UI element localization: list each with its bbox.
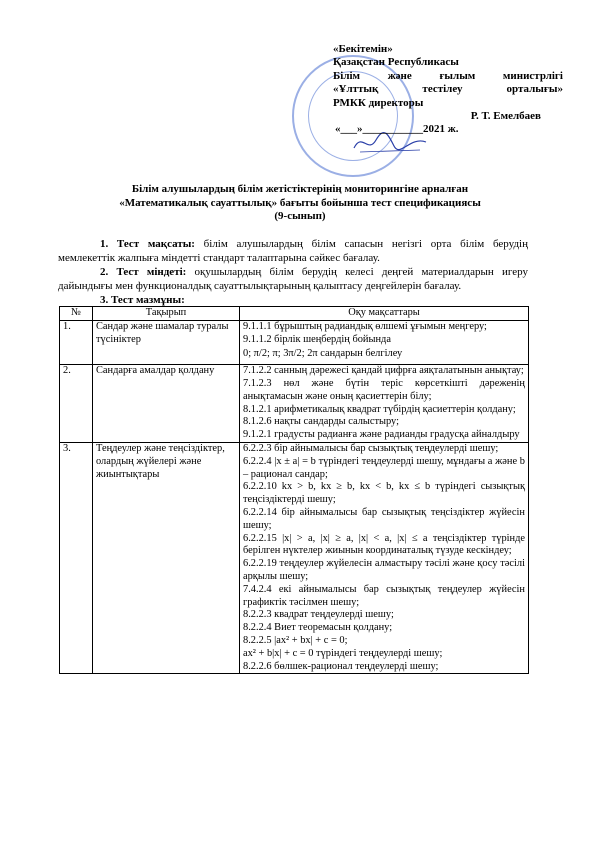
table-row xyxy=(60,320,529,364)
approval-line-1: Қазақстан Республикасы xyxy=(333,56,459,69)
row-topic: Теңдеулер және теңсіздіктер, олардың жүйелері және жиынтықтары xyxy=(93,442,240,673)
director-name: Р. Т. Емелбаев xyxy=(470,110,541,123)
row-topic: Сандар және шамалар туралы түсініктер xyxy=(93,320,240,364)
section-test-purpose: 1. Тест мақсаты: білім алушылардың білім сапасын негізгі орта білім берудің мемлекеттік жалпыға міндетті стандарт талаптарына сәйкес бағалау. xyxy=(58,238,528,264)
approval-block xyxy=(333,43,563,137)
document-title: Білім алушылардың білім жетістіктерінің мониторингіне арналған «Математикалық сауаттылық» бағыты бойынша тест спецификациясы (9-сынып) xyxy=(119,183,481,223)
col-topic: Тақырып xyxy=(93,307,240,321)
row-goals: 9.1.1.1 бұрыштың радиандық өлшемі ұғымын меңгеру; 9.1.1.2 бірлік шеңбердің бойында 0; π/2; π; 3π/2; 2π сандарын белгілеу xyxy=(240,320,529,364)
approval-line-4: РМКК директоры xyxy=(333,96,424,109)
table-row xyxy=(60,365,529,443)
col-goals: Оқу мақсаттары xyxy=(240,307,529,321)
row-goals: 6.2.2.3 бір айнымалысы бар сызықтық теңдеулерді шешу; 6.2.2.4 |x ± a| = b түріндегі теңдеулерді шешу, мұндағы a және b – рационал сандар; 6.2.2.10 kx > b, kx ≥ b, kx < b, kx ≤ b түріндегі сызықтық теңсіздіктерді шешу; 6.2.2.14 бір айнымалысы бар сызықтық теңсіздіктер жүйесін шешу; 6.2.2.15 |x| > a, |x| ≥ a, |x| < a, |x| ≤ a теңсіздіктер түрінде берілген нүктелер жиынын координаталық түзуде кескіндеу; 6.2.2.19 теңдеулер жүйелесін алмастыру тәсілі және қосу тәсілі арқылы шешу; 7.4.2.4 екі айнымалысы бар сызықтық теңдеулер жүйесін графиктік тәсілмен шешу; 8.2.2.3 квадрат теңдеулерді шешу; 8.2.2.4 Виет теоремасын қолдану; 8.2.2.5 |ax² + bx| + c = 0; ax² + b|x| + c = 0 түріндегі теңдеулерді шешу; 8.2.2.6 бөлшек-рационал теңдеулерді шешу; xyxy=(240,442,529,673)
section-test-content: 3. Тест мазмұны: xyxy=(100,294,185,306)
table-row xyxy=(60,442,529,673)
approval-heading: «Бекітемін» xyxy=(333,43,393,55)
row-number: 2. xyxy=(60,365,93,443)
table-header-row xyxy=(60,307,529,321)
col-number: № xyxy=(60,307,93,321)
row-goals: 7.1.2.2 санның дәрежесі қандай цифрға аяқталатынын анықтау; 7.1.2.3 нөл және бүтін теріс көрсеткішті дәреженің анықтамасын және оның қасиеттерін білу; 8.1.2.1 арифметикалық квадрат түбірдің қасиеттерін қолдану; 8.1.2.6 нақты сандарды салыстыру; 9.1.2.1 градусты радианға және радианды градусқа айналдыру xyxy=(240,365,529,443)
row-number: 1. xyxy=(60,320,93,364)
approval-line-3: «Ұлттық тестілеу орталығы» xyxy=(333,83,563,96)
section-test-task: 2. Тест міндеті: оқушылардың білім берудің келесі деңгей материалдарын игеру дайындығы мен функционалдық сауаттылықтарының қалыптасу деңгейлерін бағалау. xyxy=(58,266,528,292)
specification-table xyxy=(59,306,529,674)
row-topic: Сандарға амалдар қолдану xyxy=(93,365,240,443)
approval-date: «___»___________2021 ж. xyxy=(335,123,459,136)
row-number: 3. xyxy=(60,442,93,673)
approval-line-2: Білім және ғылым министрлігі xyxy=(333,69,563,82)
